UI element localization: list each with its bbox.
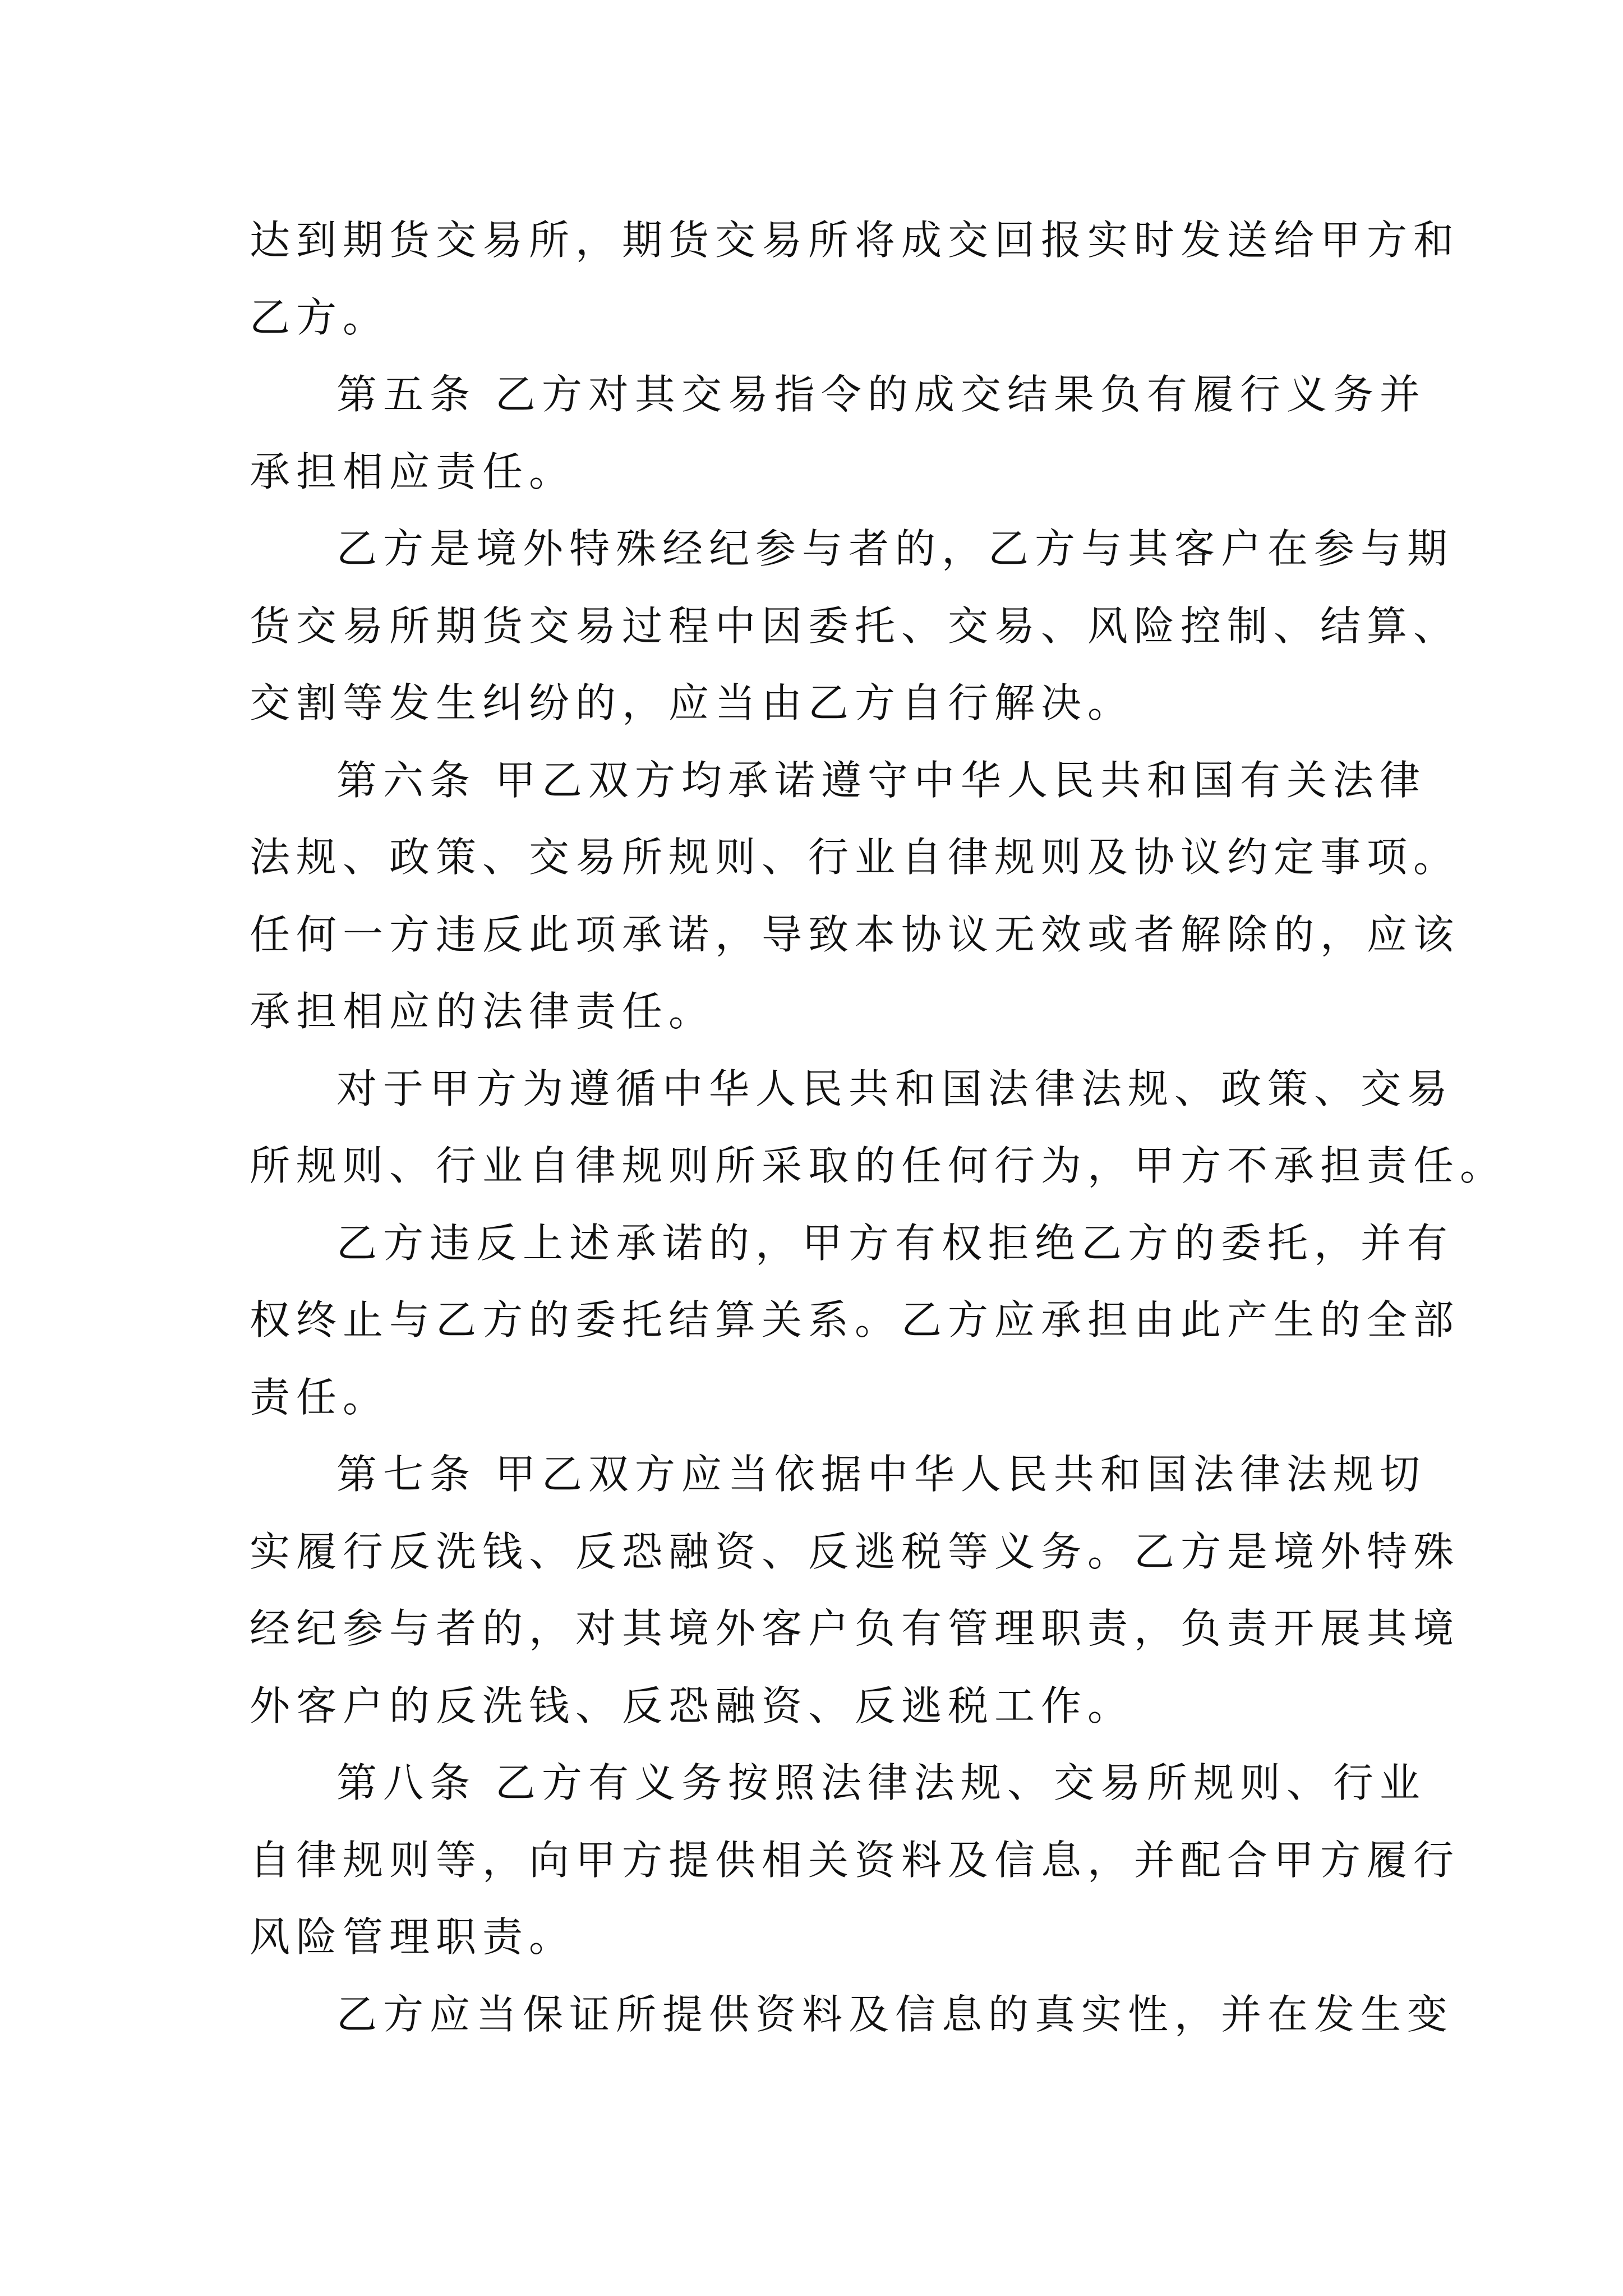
article-5-heading-line: 第五条 乙方对其交易指令的成交结果负有履行义务并 [336, 371, 1426, 418]
text-line: 外客户的反洗钱、反恐融资、反逃税工作。 [250, 1682, 1135, 1729]
text-line: 交割等发生纠纷的，应当由乙方自行解决。 [250, 679, 1135, 726]
text-line: 所规则、行业自律规则所采取的任何行为，甲方不承担责任。 [250, 1142, 1507, 1189]
text-line: 乙方应当保证所提供资料及信息的真实性，并在发生变 [336, 1991, 1454, 2038]
article-6-heading-line: 第六条 甲乙双方均承诺遵守中华人民共和国有关法律 [336, 757, 1426, 804]
text-line: 对于甲方为遵循中华人民共和国法律法规、政策、交易 [336, 1065, 1454, 1112]
text-line: 承担相应的法律责任。 [250, 988, 716, 1035]
text-line: 权终止与乙方的委托结算关系。乙方应承担由此产生的全部 [250, 1296, 1460, 1343]
text-line: 法规、政策、交易所规则、行业自律规则及协议约定事项。 [250, 834, 1460, 881]
text-line: 风险管理职责。 [250, 1913, 576, 1961]
article-7-heading-line: 第七条 甲乙双方应当依据中华人民共和国法律法规切 [336, 1451, 1426, 1498]
text-line: 乙方是境外特殊经纪参与者的，乙方与其客户在参与期 [336, 525, 1454, 572]
text-line: 任何一方违反此项承诺，导致本协议无效或者解除的，应该 [250, 911, 1460, 958]
text-line: 货交易所期货交易过程中因委托、交易、风险控制、结算、 [250, 602, 1460, 650]
text-line: 达到期货交易所，期货交易所将成交回报实时发送给甲方和 [250, 217, 1460, 264]
text-line: 责任。 [250, 1374, 390, 1421]
text-line: 经纪参与者的，对其境外客户负有管理职责，负责开展其境 [250, 1605, 1460, 1652]
text-line: 自律规则等，向甲方提供相关资料及信息，并配合甲方履行 [250, 1837, 1460, 1884]
text-line: 实履行反洗钱、反恐融资、反逃税等义务。乙方是境外特殊 [250, 1528, 1460, 1575]
text-line: 乙方违反上述承诺的，甲方有权拒绝乙方的委托，并有 [336, 1220, 1454, 1267]
article-8-heading-line: 第八条 乙方有义务按照法律法规、交易所规则、行业 [336, 1759, 1426, 1806]
text-line: 承担相应责任。 [250, 448, 576, 495]
text-line: 乙方。 [250, 294, 390, 341]
